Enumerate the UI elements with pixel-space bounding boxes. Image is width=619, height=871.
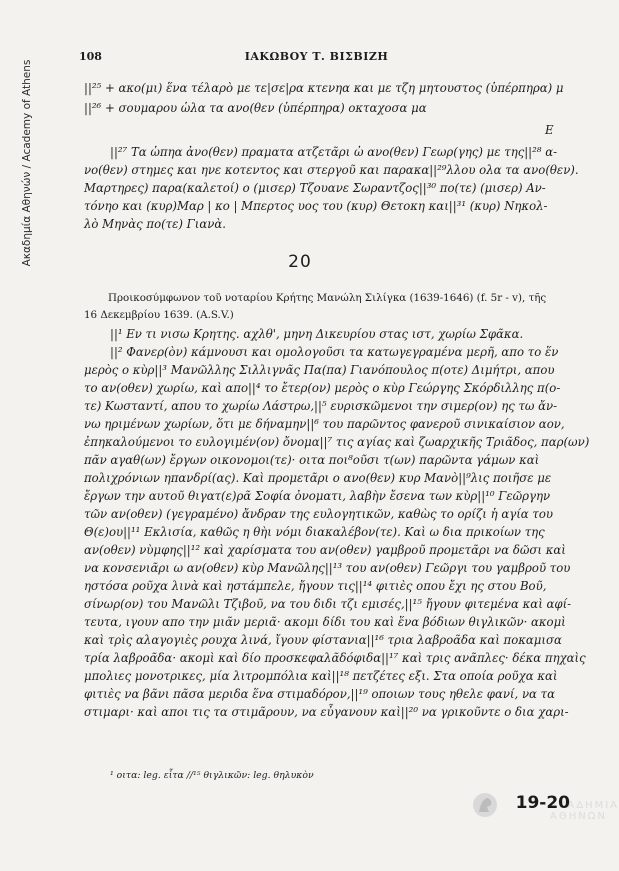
text-line: πᾶν αγαθ(ων) ἔργων οικονομοι(τε)· οιτα ποι⁸οῦσι τ(ων) παρῶντα γάμων καὶ <box>84 453 540 467</box>
archive-sidebar-label: Ακαδημία Αθηνών / Academy of Athens <box>21 59 33 266</box>
footnote: ¹ οιτα: leg. εἶτα //¹⁵ θιγλικῶν: leg. θηλυκὸν <box>110 770 314 781</box>
page-header <box>79 50 554 66</box>
text-line: να κονσενιᾶρι ω αν(οθεν) κὺρ Μανῶλης||¹³ του αν(οθεν) Γεῶργι του γαμβροῦ του <box>84 561 571 575</box>
document-number-heading: 20 <box>288 252 312 272</box>
text-line: φιτιὲς να βᾶνι πᾶσα μεριδα ἕνα στιμαδόρον,||¹⁹ οποιων τους ηθελε φανί, να τα <box>84 687 556 701</box>
text-line: ηστόσα ροῦχα λινὰ καὶ ηστάμπελε, ἤγουν τις||¹⁴ φιτιὲς οπου ἔχι ης στου Βοῦ, <box>84 579 547 593</box>
text-line: τρία λαβροᾶδα· ακομὶ καὶ δίο προσκεφαλᾶδόφιδα||¹⁷ καὶ τρις ανᾶπλες· δέκα πηχαὶς <box>84 651 586 665</box>
text-line: λὸ Μηνὰς πο(τε) Γιανὰ. <box>84 217 226 231</box>
text-line: Θ(ε)ου||¹¹ Εκλισία, καθῶς η θὴι νόμι διακαλέβον(τε). Καὶ ω δια πρικοίων της <box>84 525 545 539</box>
text-line: ἐπηκαλούμενοι το ευλογιμέν(ον) ὄνομα||⁷ τις αγίας καὶ ζωαρχικῆς Τριᾶδος, παρ(ων) <box>84 435 590 449</box>
watermark-text: ΑΚΑΔΗΜΙΑ ΑΘΗΝΩΝ <box>550 800 619 822</box>
text-line: μπολιες μονοτρικες, μία λιτρομπόλια καὶ||¹⁸ πετζέτες εξι. Στα οποία ροῦχα καὶ <box>84 669 558 683</box>
text-line: το αν(οθεν) χωρίω, καὶ απο||⁴ το ἔτερ(ον) μερὸς ο κὺρ Γεώργης Σκόρδιλλης π(ο- <box>84 381 561 395</box>
regest-line: 16 Δεκεμβρίου 1639. (A.S.V.) <box>84 309 234 321</box>
text-line: ἔργων την αυτοῦ θιγατ(ε)ρᾶ Σοφία ὀνοματι, λαβὴν ἔσενα των κὺρ||¹⁰ Γεῶργην <box>84 489 551 503</box>
text-line: σίνωρ(ον) του Μανῶλι Τζιβοῦ, να του διδι τζι εμισές,||¹⁵ ἤγουν φιτεμένα καὶ αφί- <box>84 597 572 611</box>
regest-line: Προικοσύμφωνον τοῦ νοταρίου Κρήτης Μανώλη Σιλίγκα (1639-1646) (f. 5r - v), τῆς <box>108 292 547 304</box>
text-line: καὶ τρὶς αλαγογιὲς ρουχα λινά, ἴγουν φίστανια||¹⁶ τρια λαβροᾶδα καὶ ποκαμισα <box>84 633 562 647</box>
text-line: αν(οθεν) νὺμφης||¹² καὶ χαρίσματα του αν(οθεν) γαμβροῦ προμετᾶρι να δῶσι καὶ <box>84 543 566 557</box>
athena-logo-icon <box>470 790 500 820</box>
text-line: ||² Φανερ(ὸν) κάμνουσι και ομολογοῦσι τα κατωγεγραμένα μερῆ, απο το ἕν <box>110 345 559 359</box>
running-title: ΙΑΚΩΒΟΥ Τ. ΒΙΣΒΙΖΗ <box>244 50 389 63</box>
text-line: τευτα, ιγουν απο την μιᾶν μεριᾶ· ακομι δίδι του καὶ ἕνα βόδιων θιγλικῶν· ακομὶ <box>84 615 566 629</box>
text-line: ||²⁵ + ακο(μι) ἕνα τέλαρὸ με τε|σε|ρα κτενηα και με τζη μητουστος (ὑπέρπηρα) μ <box>84 81 564 95</box>
text-line: τόνηο και (κυρ)Μαρ | κο | Μπερτος υος του (κυρ) Θετοκη και||³¹ (κυρ) Νηκολ- <box>84 199 548 213</box>
text-line: ||²⁷ Τα ὡπηα ἀνο(θεν) πραματα ατζετᾶρι ὠ ανο(θεν) Γεωρ(γης) με της||²⁸ α- <box>110 145 558 159</box>
text-line: Μαρτηρες) παρα(καλετοί) ο (μισερ) Τζουανε Σωραντζος||³⁰ πο(τε) (μισερ) Αν- <box>84 181 546 195</box>
page-footer <box>470 790 619 822</box>
text-line: Ε <box>545 123 554 137</box>
text-line: τῶν αν(οθεν) (γεγραμένο) ἄνδραν της ευλογητικῶν, καθὼς το ορίζι ἡ αγία του <box>84 507 553 521</box>
page-reference: 19-20 <box>515 793 570 813</box>
text-line: τε) Κωσταντί, απου το χωρίω Λάστρω,||⁵ ευρισκῶμενοι την σιμερ(ον) ης τω ἄν- <box>84 399 558 413</box>
page-number: 108 <box>79 50 102 63</box>
text-line: στιμαρι· καὶ αποι τις τα στιμᾶρουν, να εὖγανουν καὶ||²⁰ να γρικοῦντε ο δια χαρι- <box>84 705 569 719</box>
text-line: νω ηριμένων χωρίων, ὅτι με δήναμην||⁶ του παρῶντος φανεροῦ σινικαίσιον αον, <box>84 417 565 431</box>
archive-sidebar <box>14 40 40 285</box>
text-line: μερὸς ο κὺρ||³ Μανῶλλης Σιλλιγνᾶς Πα(πα) Γιανόπουλος π(οτε) Διμήτρι, απου <box>84 363 555 377</box>
text-line: ||²⁶ + σουμαρου ὡλα τα ανο(θεν (ὑπέρπηρα) οκταχοσα μα <box>84 101 427 115</box>
text-line: νο(θεν) στημες και ηνε κοτεντος και στεργοῦ και παρακα||²⁹λλου ολα τα ανο(θεν). <box>84 163 579 177</box>
text-line: ||¹ Εν τι νισω Κρητης. αχλθ', μηνη Δικευρίου στας ιστ, χωρίω Σφᾶκα. <box>110 327 524 341</box>
text-line: πολιχρόνιων ηπανδρί(ας). Καὶ προμετᾶρι ο ανο(θεν) κυρ Μανὸ||⁹λις ποιῆσε με <box>84 471 552 485</box>
